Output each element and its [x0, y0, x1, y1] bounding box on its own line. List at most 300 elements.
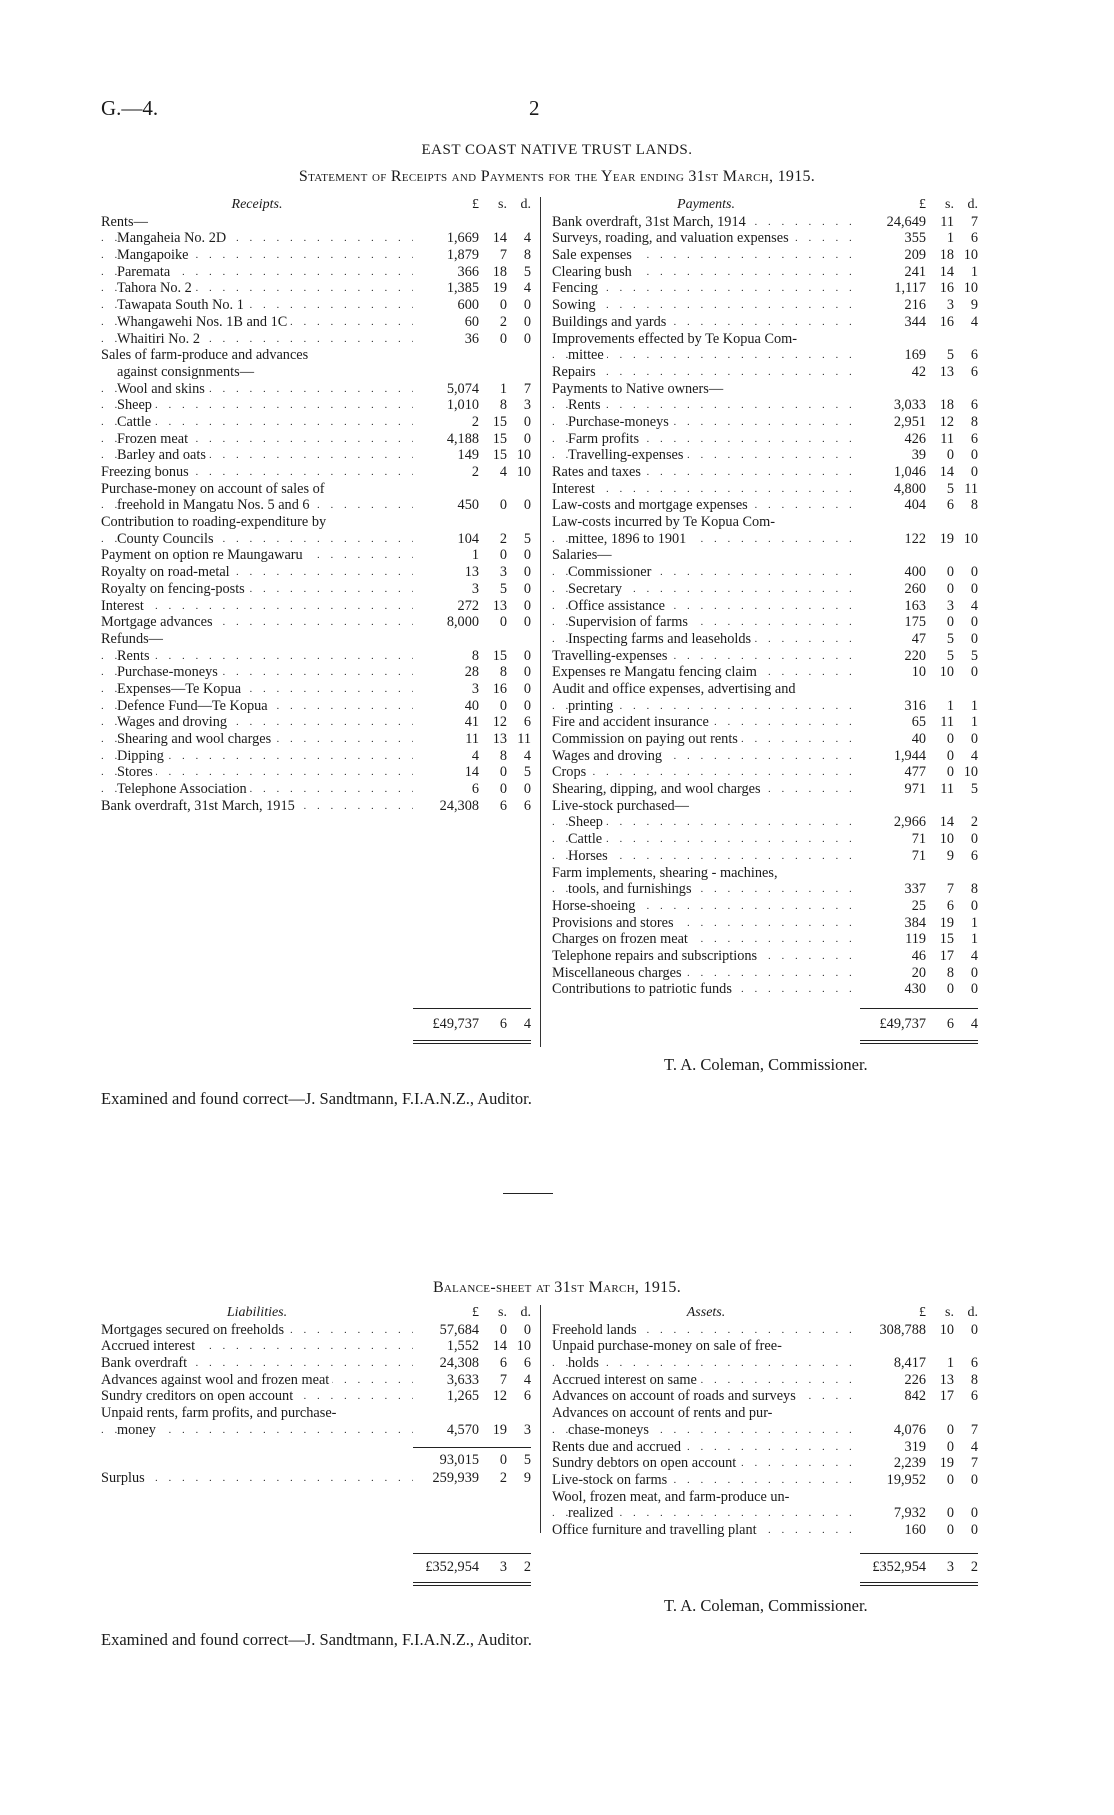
ledger-shillings: [926, 331, 954, 348]
ledger-pence: 4: [954, 598, 978, 615]
ledger-shillings: 5: [926, 648, 954, 665]
ledger-label: Rates and taxes: [552, 464, 644, 480]
ledger-shillings: [926, 547, 954, 564]
ledger-pounds: 2: [413, 414, 479, 431]
ledger-label: Improvements effected by Te Kopua Com-: [552, 331, 800, 347]
ledger-shillings: [926, 1405, 954, 1422]
ledger-pence: 0: [954, 614, 978, 631]
ledger-row: [101, 447, 531, 464]
ledger-pence: 0: [507, 497, 531, 514]
ledger-pence: 0: [507, 414, 531, 431]
ledger-label: Commission on paying out rents: [552, 731, 741, 747]
currency-shillings: s.: [479, 197, 507, 214]
ledger-pounds: [860, 798, 926, 815]
ledger-label: Fencing: [552, 280, 601, 296]
balance-sheet-title: Balance-sheet at 31st March, 1915.: [432, 1279, 682, 1296]
ledger-label: Sale expenses: [552, 247, 635, 263]
ledger-pence: 6: [954, 431, 978, 448]
ledger-pence: 4: [507, 280, 531, 297]
ledger-shillings: 0: [479, 547, 507, 564]
ledger-pounds: [413, 481, 479, 498]
ledger-shillings: 12: [926, 414, 954, 431]
ledger-label: Wool, frozen meat, and farm-produce un-: [552, 1489, 792, 1505]
ledger-pence: [507, 1405, 531, 1422]
ledger-pence: [507, 631, 531, 648]
currency-pence: d.: [954, 1305, 978, 1322]
ledger-row: [101, 681, 531, 698]
ledger-shillings: 1: [479, 381, 507, 398]
ledger-row: [101, 564, 531, 581]
ledger-row: [552, 1338, 978, 1355]
ledger-label: Miscellaneous charges: [552, 965, 685, 981]
ledger-row: [552, 1372, 978, 1389]
ledger-shillings: 5: [479, 581, 507, 598]
ledger-shillings: 14: [479, 1338, 507, 1355]
ledger-row: [101, 1372, 531, 1389]
ledger-row: [552, 581, 978, 598]
ledger-shillings: 8: [479, 748, 507, 765]
ledger-shillings: 0: [479, 331, 507, 348]
ledger-label: mittee: [568, 347, 607, 363]
ledger-row: [101, 381, 531, 398]
ledger-label: Sheep: [568, 814, 606, 830]
ledger-label: Frozen meat: [117, 431, 191, 447]
ledger-row: [101, 397, 531, 414]
ledger-pence: [954, 1338, 978, 1355]
ledger-pence: 4: [954, 314, 978, 331]
ledger-pence: 6: [507, 798, 531, 815]
ledger-pounds: 40: [413, 698, 479, 715]
ledger-label: freehold in Mangatu Nos. 5 and 6: [117, 497, 313, 513]
ledger-shillings: 13: [479, 598, 507, 615]
balance-liabilities-total-rule: [413, 1553, 531, 1554]
ledger-label: holds: [568, 1355, 602, 1371]
ledger-shillings: [926, 1489, 954, 1506]
ledger-pounds: [860, 1489, 926, 1506]
ledger-row: [101, 614, 531, 631]
ledger-label: Audit and office expenses, advertising and: [552, 681, 799, 697]
ledger-pounds: 65: [860, 714, 926, 731]
subtotal-pounds: 93,015: [439, 1452, 479, 1468]
ledger-label: Interest: [552, 481, 598, 497]
ledger-pounds: 842: [860, 1388, 926, 1405]
ledger-pounds: [860, 381, 926, 398]
liabilities-column: [101, 1305, 531, 1439]
ledger-pence: 5: [954, 781, 978, 798]
ledger-row: [552, 414, 978, 431]
ledger-row: [101, 314, 531, 331]
ledger-label: Unpaid rents, farm profits, and purchase-: [101, 1405, 339, 1421]
ledger-shillings: 13: [926, 1372, 954, 1389]
ledger-pence: 0: [954, 1505, 978, 1522]
ledger-pence: 0: [954, 447, 978, 464]
payments-double-rule: [860, 1040, 978, 1041]
ledger-pounds: 4,076: [860, 1422, 926, 1439]
ledger-row: [552, 264, 978, 281]
ledger-pounds: 4,800: [860, 481, 926, 498]
ledger-shillings: 5: [926, 481, 954, 498]
ledger-pounds: 384: [860, 915, 926, 932]
payments-total-pence: 4: [970, 1016, 978, 1032]
ledger-label: Paremata: [117, 264, 173, 280]
balance-assets-double-rule: [860, 1585, 978, 1586]
ledger-pounds: 316: [860, 698, 926, 715]
ledger-shillings: 0: [926, 1505, 954, 1522]
ledger-label: Repairs: [552, 364, 599, 380]
ledger-shillings: 18: [926, 397, 954, 414]
ledger-label: Clearing bush: [552, 264, 635, 280]
subtotal-shillings: 0: [499, 1452, 507, 1468]
ledger-shillings: [926, 798, 954, 815]
ledger-pounds: 600: [413, 297, 479, 314]
surplus-pounds: 259,939: [413, 1470, 479, 1487]
ledger-pence: 7: [954, 1455, 978, 1472]
ledger-pounds: 149: [413, 447, 479, 464]
ledger-row: [552, 698, 978, 715]
ledger-label: Farm implements, shearing - machines,: [552, 865, 781, 881]
ledger-label: Unpaid purchase-money on sale of free-: [552, 1338, 785, 1354]
ledger-pence: 5: [507, 531, 531, 548]
ledger-pence: 11: [507, 731, 531, 748]
payments-header-row: [552, 197, 978, 214]
ledger-pounds: 42: [860, 364, 926, 381]
ledger-pence: 0: [954, 898, 978, 915]
ledger-pence: 9: [954, 297, 978, 314]
ledger-row: [552, 598, 978, 615]
ledger-shillings: 1: [926, 698, 954, 715]
ledger-pence: 4: [954, 948, 978, 965]
ledger-shillings: 5: [926, 631, 954, 648]
ledger-pence: 8: [954, 881, 978, 898]
receipts-column: [101, 197, 531, 814]
ledger-row: [101, 1355, 531, 1372]
ledger-pence: 6: [954, 347, 978, 364]
ledger-pence: 6: [954, 364, 978, 381]
ledger-pence: 0: [954, 464, 978, 481]
ledger-label: Crops: [552, 764, 589, 780]
ledger-pounds: 477: [860, 764, 926, 781]
ledger-pence: 0: [507, 681, 531, 698]
ledger-pounds: 7,932: [860, 1505, 926, 1522]
ledger-label: Fire and accident insurance: [552, 714, 712, 730]
subtotal-pence: 5: [523, 1452, 531, 1468]
ledger-shillings: 6: [926, 898, 954, 915]
currency-pounds: £: [413, 1305, 479, 1322]
ledger-row: [552, 1405, 978, 1422]
ledger-row: [552, 648, 978, 665]
ledger-shillings: 0: [926, 1439, 954, 1456]
ledger-label: Telephone Association: [117, 781, 250, 797]
ledger-pounds: [413, 514, 479, 531]
ledger-shillings: 5: [926, 347, 954, 364]
ledger-label: Contribution to roading-expenditure by: [101, 514, 329, 530]
ledger-pounds: 1,265: [413, 1388, 479, 1405]
ledger-pence: 3: [507, 397, 531, 414]
payments-column: [552, 197, 978, 998]
currency-shillings: s.: [926, 197, 954, 214]
ledger-pounds: [860, 681, 926, 698]
ledger-shillings: [479, 481, 507, 498]
ledger-pounds: 46: [860, 948, 926, 965]
ledger-row: [101, 1388, 531, 1405]
payments-rows: [552, 214, 978, 998]
ledger-label: Advances on account of roads and surveys: [552, 1388, 799, 1404]
ledger-label: Provisions and stores: [552, 915, 677, 931]
ledger-shillings: 2: [479, 314, 507, 331]
ledger-pounds: 160: [860, 1522, 926, 1539]
ledger-pence: [954, 1489, 978, 1506]
ledger-pence: 10: [954, 531, 978, 548]
ledger-row: [101, 247, 531, 264]
ledger-row: [552, 464, 978, 481]
ledger-shillings: 1: [926, 230, 954, 247]
ledger-shillings: 0: [926, 1472, 954, 1489]
ledger-shillings: 0: [479, 764, 507, 781]
ledger-label: Travelling-expenses: [568, 447, 686, 463]
ledger-shillings: 0: [479, 698, 507, 715]
ledger-pounds: 1,944: [860, 748, 926, 765]
ledger-row: [552, 631, 978, 648]
ledger-pence: 6: [954, 848, 978, 865]
ledger-shillings: 0: [479, 497, 507, 514]
ledger-label: Tawapata South No. 1: [117, 297, 247, 313]
page-number: 2: [529, 96, 540, 120]
ledger-shillings: 16: [926, 280, 954, 297]
ledger-shillings: 6: [479, 1355, 507, 1372]
balance-commissioner-signature: T. A. Coleman, Commissioner.: [664, 1596, 868, 1615]
ledger-label: Freehold lands: [552, 1322, 640, 1338]
ledger-row: [552, 531, 978, 548]
ledger-shillings: 11: [926, 214, 954, 231]
receipts-total-shillings: 6: [499, 1016, 507, 1032]
assets-total-pence: 2: [970, 1559, 978, 1575]
surplus-row: [101, 1470, 531, 1487]
balance-assets-total: [860, 1559, 978, 1576]
ledger-shillings: 19: [479, 1422, 507, 1439]
assets-header-row: [552, 1305, 978, 1322]
ledger-pence: [507, 514, 531, 531]
liabilities-subtotal-rule: [413, 1447, 531, 1448]
ledger-label: Office assistance: [568, 598, 668, 614]
ledger-shillings: 19: [926, 915, 954, 932]
ledger-shillings: 6: [926, 497, 954, 514]
ledger-row: [101, 748, 531, 765]
ledger-label: Rents due and accrued: [552, 1439, 684, 1455]
ledger-label: Payments to Native owners—: [552, 381, 726, 397]
ledger-label: chase-moneys: [568, 1422, 652, 1438]
ledger-row: [101, 648, 531, 665]
ledger-row: [552, 347, 978, 364]
ledger-row: [552, 247, 978, 264]
ledger-pounds: 1,046: [860, 464, 926, 481]
ledger-row: [101, 798, 531, 815]
ledger-row: [552, 931, 978, 948]
ledger-pounds: 57,684: [413, 1322, 479, 1339]
ledger-pence: 8: [954, 414, 978, 431]
ledger-pence: 0: [507, 1322, 531, 1339]
ledger-pence: 11: [954, 481, 978, 498]
ledger-label: Expenses—Te Kopua: [117, 681, 244, 697]
ledger-pounds: [860, 1338, 926, 1355]
currency-shillings: s.: [926, 1305, 954, 1322]
ledger-label: Advances on account of rents and pur-: [552, 1405, 775, 1421]
balance-assets-double-rule: [860, 1582, 978, 1583]
ledger-shillings: 17: [926, 948, 954, 965]
balance-auditor-signature: Examined and found correct—J. Sandtmann, F.I.A.N.Z., Auditor.: [101, 1630, 532, 1649]
receipts-total-pence: 4: [523, 1016, 531, 1032]
ledger-shillings: [926, 865, 954, 882]
receipts-total-pounds: £49,737: [432, 1016, 479, 1032]
ledger-shillings: 15: [479, 431, 507, 448]
ledger-label: Inspecting farms and leaseholds: [568, 631, 754, 647]
ledger-shillings: 0: [479, 781, 507, 798]
ledger-label: Salaries—: [552, 547, 615, 563]
payments-double-rule: [860, 1043, 978, 1044]
ledger-shillings: 19: [479, 280, 507, 297]
ledger-label: Bank overdraft, 31st March, 1914: [552, 214, 749, 230]
ledger-pence: 0: [507, 648, 531, 665]
ledger-pounds: 24,308: [413, 798, 479, 815]
ledger-shillings: 0: [479, 1322, 507, 1339]
receipts-rows: [101, 214, 531, 815]
payments-total-rule: [860, 1008, 978, 1009]
ledger-shillings: [926, 681, 954, 698]
ledger-pence: 3: [507, 1422, 531, 1439]
ledger-shillings: 14: [926, 464, 954, 481]
ledger-row: [552, 714, 978, 731]
ledger-pounds: [413, 1405, 479, 1422]
ledger-row: [101, 781, 531, 798]
ledger-pence: 10: [507, 447, 531, 464]
ledger-row: [101, 714, 531, 731]
ledger-label: Interest: [101, 598, 147, 614]
ledger-label: Purchase-moneys: [568, 414, 672, 430]
ledger-pence: 4: [954, 1439, 978, 1456]
ledger-pence: 8: [507, 247, 531, 264]
ledger-shillings: 14: [926, 264, 954, 281]
ledger-shillings: 11: [926, 714, 954, 731]
ledger-pounds: 119: [860, 931, 926, 948]
ledger-label: Surveys, roading, and valuation expenses: [552, 230, 792, 246]
ledger-pounds: 2,239: [860, 1455, 926, 1472]
ledger-pounds: [413, 347, 479, 364]
ledger-pence: 0: [507, 698, 531, 715]
ledger-shillings: 14: [926, 814, 954, 831]
ledger-row: [552, 831, 978, 848]
ledger-row: [101, 664, 531, 681]
ledger-pounds: 220: [860, 648, 926, 665]
ledger-label: Office furniture and travelling plant: [552, 1522, 760, 1538]
ledger-row: [552, 748, 978, 765]
receipts-header-row: [101, 197, 531, 214]
ledger-row: [552, 514, 978, 531]
ledger-label: Shearing and wool charges: [117, 731, 274, 747]
ledger-pounds: 169: [860, 347, 926, 364]
ledger-row: [101, 364, 531, 381]
ledger-label: Expenses re Mangatu fencing claim: [552, 664, 760, 680]
ledger-pence: 0: [954, 1522, 978, 1539]
ledger-pounds: 5,074: [413, 381, 479, 398]
balance-liabilities-total: [413, 1559, 531, 1576]
ledger-pounds: 25: [860, 898, 926, 915]
ledger-row: [552, 1439, 978, 1456]
ledger-pence: [507, 347, 531, 364]
ledger-pounds: 47: [860, 631, 926, 648]
ledger-row: [552, 547, 978, 564]
ledger-shillings: 11: [926, 431, 954, 448]
ledger-row: [101, 1338, 531, 1355]
ledger-row: [552, 497, 978, 514]
payments-heading: Payments.: [677, 197, 735, 212]
ledger-label: Freezing bonus: [101, 464, 192, 480]
ledger-row: [101, 1322, 531, 1339]
ledger-pounds: 60: [413, 314, 479, 331]
ledger-shillings: 18: [479, 264, 507, 281]
ledger-shillings: 0: [926, 1422, 954, 1439]
ledger-pence: 2: [954, 814, 978, 831]
ledger-shillings: 15: [479, 414, 507, 431]
ledger-pence: 4: [507, 230, 531, 247]
ledger-pence: 0: [954, 1472, 978, 1489]
ledger-shillings: 3: [926, 297, 954, 314]
ledger-shillings: 3: [479, 564, 507, 581]
ledger-pounds: [860, 1405, 926, 1422]
ledger-shillings: 0: [479, 614, 507, 631]
ledger-pence: 0: [507, 564, 531, 581]
ledger-pence: 4: [507, 1372, 531, 1389]
ledger-label: Barley and oats: [117, 447, 209, 463]
ledger-label: Mortgage advances: [101, 614, 216, 630]
ledger-shillings: 7: [479, 247, 507, 264]
ledger-pence: [954, 798, 978, 815]
ledger-row: [101, 598, 531, 615]
ledger-pence: 10: [954, 764, 978, 781]
ledger-shillings: 0: [926, 981, 954, 998]
ledger-pence: 0: [507, 314, 531, 331]
ledger-row: [552, 1522, 978, 1539]
balance-liabilities-double-rule: [413, 1582, 531, 1583]
ledger-pounds: 226: [860, 1372, 926, 1389]
ledger-pounds: 1: [413, 547, 479, 564]
ledger-label: Royalty on road-metal: [101, 564, 233, 580]
ledger-row: [101, 230, 531, 247]
ledger-row: [552, 981, 978, 998]
statement-auditor-signature: Examined and found correct—J. Sandtmann, F.I.A.N.Z., Auditor.: [101, 1089, 532, 1108]
ledger-pounds: 3,633: [413, 1372, 479, 1389]
ledger-label: Rents: [117, 648, 153, 664]
ledger-row: [552, 614, 978, 631]
ledger-label: Defence Fund—Te Kopua: [117, 698, 271, 714]
ledger-pounds: 272: [413, 598, 479, 615]
ledger-label: Wages and droving: [117, 714, 230, 730]
ledger-pounds: 1,117: [860, 280, 926, 297]
ledger-shillings: 3: [926, 598, 954, 615]
ledger-row: [101, 531, 531, 548]
ledger-pounds: 10: [860, 664, 926, 681]
surplus-pence: 9: [507, 1470, 531, 1487]
ledger-pence: 1: [954, 714, 978, 731]
ledger-pounds: 163: [860, 598, 926, 615]
ledger-pence: 0: [954, 631, 978, 648]
statement-title: EAST COAST NATIVE TRUST LANDS.: [421, 142, 693, 158]
ledger-pence: [507, 364, 531, 381]
ledger-pence: 6: [507, 1388, 531, 1405]
ledger-shillings: 15: [479, 447, 507, 464]
ledger-shillings: 8: [479, 397, 507, 414]
ledger-shillings: 15: [479, 648, 507, 665]
ledger-pounds: 400: [860, 564, 926, 581]
ledger-label: against consignments—: [117, 364, 257, 380]
